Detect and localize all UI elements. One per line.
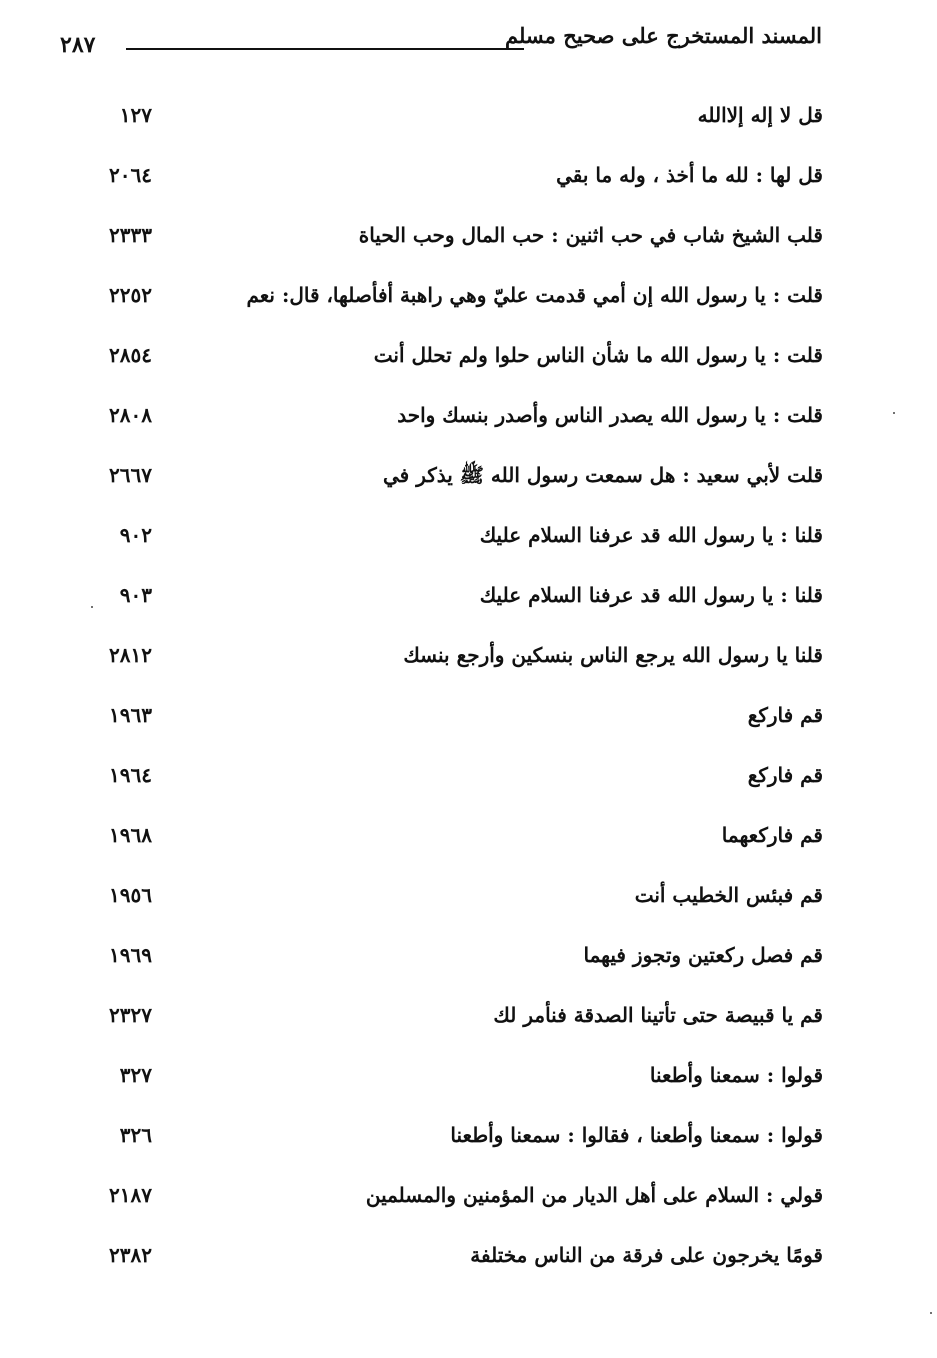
page-header — [60, 18, 822, 64]
entry-text: قل لها : لله ما أخذ ، وله ما بقي — [556, 163, 823, 187]
entry-text: قلت : يا رسول الله إن أمي قدمت عليّ وهي راهبة أفأصلها، قال: نعم — [246, 283, 823, 307]
entry-text: قومًا يخرجون على فرقة من الناس مختلفة — [470, 1243, 823, 1267]
entry-text: قولي : السلام على أهل الديار من المؤمنين والمسلمين — [365, 1183, 823, 1207]
entry-text: قلنا يا رسول الله يرجع الناس بنسكين وأرجع بنسك — [403, 643, 823, 667]
entry-text: قولوا : سمعنا وأطعنا — [649, 1063, 823, 1087]
entry-reference-number: ٢٦٦٧ — [109, 463, 152, 487]
entry-reference-number: ١٩٦٩ — [109, 943, 152, 967]
index-entry — [0, 1176, 937, 1236]
entry-reference-number: ٢٨٥٤ — [109, 343, 152, 367]
page-number: ٢٨٧ — [60, 32, 96, 58]
entry-reference-number: ١٩٦٤ — [109, 763, 152, 787]
scan-speck — [930, 1312, 932, 1314]
entry-text: قم فاركعهما — [721, 823, 823, 847]
index-entry — [0, 156, 937, 216]
entry-text: قم فصل ركعتين وتجوز فيهما — [583, 943, 823, 967]
header-rule — [126, 48, 524, 50]
entry-reference-number: ٩٠٢ — [119, 523, 152, 547]
entry-text: قلت : يا رسول الله يصدر الناس وأصدر بنسك واحد — [397, 403, 823, 427]
entry-reference-number: ٢٨٠٨ — [109, 403, 152, 427]
index-entry — [0, 336, 937, 396]
index-entry — [0, 396, 937, 456]
entry-text: قولوا : سمعنا وأطعنا ، فقالوا : سمعنا وأطعنا — [450, 1123, 823, 1147]
entry-reference-number: ١٢٧ — [119, 103, 152, 127]
entry-text: قلب الشيخ شاب في حب اثنين : حب المال وحب الحياة — [358, 223, 823, 247]
entry-text: قلت : يا رسول الله ما شأن الناس حلوا ولم تحلل أنت — [373, 343, 823, 367]
entry-reference-number: ٣٢٧ — [119, 1063, 152, 1087]
entry-reference-number: ٢٣٣٣ — [109, 223, 152, 247]
index-entry — [0, 696, 937, 756]
entry-reference-number: ١٩٦٨ — [109, 823, 152, 847]
index-entry — [0, 816, 937, 876]
index-entry — [0, 96, 937, 156]
index-entry — [0, 936, 937, 996]
entry-reference-number: ٢٣٨٢ — [109, 1243, 152, 1267]
entry-reference-number: ٢٠٦٤ — [109, 163, 152, 187]
index-entry — [0, 1056, 937, 1116]
index-entry — [0, 456, 937, 516]
entry-reference-number: ٢٨١٢ — [109, 643, 152, 667]
scan-speck — [91, 606, 93, 608]
entry-text: قلنا : يا رسول الله قد عرفنا السلام عليك — [479, 583, 823, 607]
entry-reference-number: ١٩٥٦ — [109, 883, 152, 907]
index-entry — [0, 996, 937, 1056]
entry-text: قلت لأبي سعيد : هل سمعت رسول الله ﷺ يذكر في — [383, 463, 823, 487]
index-list — [0, 96, 937, 1296]
index-entry — [0, 516, 937, 576]
entry-text: قلنا : يا رسول الله قد عرفنا السلام عليك — [479, 523, 823, 547]
entry-text: قم فاركع — [747, 763, 823, 787]
index-entry — [0, 216, 937, 276]
entry-reference-number: ٣٢٦ — [119, 1123, 152, 1147]
running-title: المسند المستخرج على صحيح مسلم — [504, 23, 822, 48]
index-entry — [0, 276, 937, 336]
entry-reference-number: ٢١٨٧ — [109, 1183, 152, 1207]
index-entry — [0, 1116, 937, 1176]
entry-reference-number: ٢٢٥٢ — [109, 283, 152, 307]
entry-reference-number: ٩٠٣ — [119, 583, 152, 607]
scan-speck — [893, 412, 895, 414]
index-entry — [0, 1236, 937, 1296]
index-entry — [0, 636, 937, 696]
entry-reference-number: ١٩٦٣ — [109, 703, 152, 727]
entry-text: قم فبئس الخطيب أنت — [634, 883, 823, 907]
index-entry — [0, 576, 937, 636]
entry-text: قم يا قبيصة حتى تأتينا الصدقة فنأمر لك — [493, 1003, 823, 1027]
entry-reference-number: ٢٣٢٧ — [109, 1003, 152, 1027]
entry-text: قل لا إله إلاالله — [697, 103, 823, 127]
index-entry — [0, 756, 937, 816]
entry-text: قم فاركع — [747, 703, 823, 727]
index-entry — [0, 876, 937, 936]
